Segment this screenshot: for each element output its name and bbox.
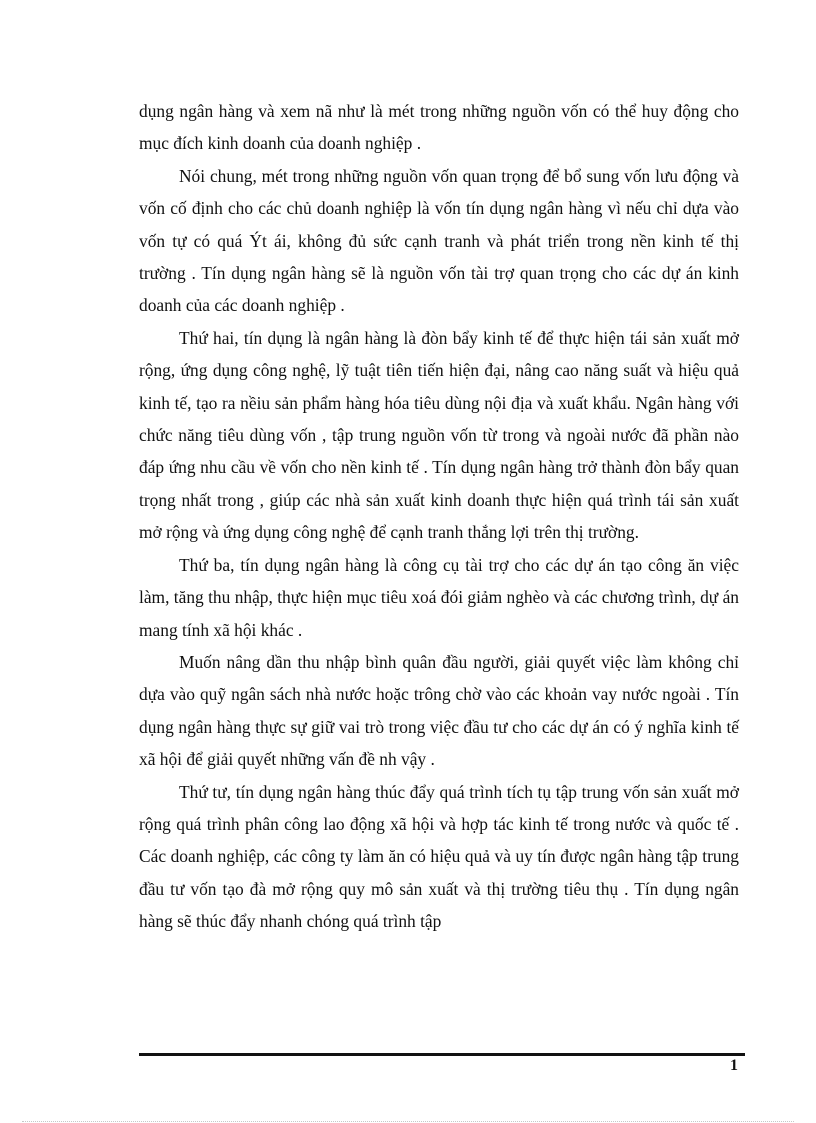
paragraph-fourth-role: Thứ tư, tín dụng ngân hàng thúc đẩy quá trình tích tụ tập trung vốn sản xuất mở rộng quá trình phân công lao động xã hội và hợp tác kinh tế trong nước và quốc tế . Các doanh nghiệp, các công ty làm ăn có hiệu quả và uy tín được ngân hàng tập trung đầu tư vốn tạo đà mở rộng quy mô sản xuất và thị trường tiêu thụ . Tín dụng ngân hàng sẽ thúc đẩy nhanh chóng quá trình tập [139,781,739,932]
page-bottom-border [22,1121,794,1122]
paragraph-third-role: Thứ ba, tín dụng ngân hàng là công cụ tài trợ cho các dự án tạo công ăn việc làm, tăng thu nhập, thực hiện mục tiêu xoá đói giảm nghèo và các chương trình, dự án mang tính xã hội khác . [139,554,739,640]
document-body [139,95,739,938]
paragraph-second-role: Thứ hai, tín dụng là ngân hàng là đòn bẩy kinh tế để thực hiện tái sản xuất mở rộng, ứng dụng công nghệ, lỹ tuật tiên tiến hiện đại, nâng cao năng suất và hiệu quả kinh tế, tạo ra nềiu sản phẩm hàng hóa tiêu dùng nội địa và xuất khẩu. Ngân hàng với chức năng tiêu dùng vốn , tập trung nguồn vốn từ trong và ngoài nước đã phần nào đáp ứng nhu cầu về vốn cho nền kinh tế . Tín dụng ngân hàng trở thành đòn bẩy quan trọng nhất trong , giúp các nhà sản xuất kinh doanh thực hiện quá trình tái sản xuất mở rộng và ứng dụng công nghệ để cạnh tranh thắng lợi trên thị trường. [139,327,739,543]
page-number: 1 [730,1057,738,1074]
paragraph-continuation: dụng ngân hàng và xem nã như là mét trong những nguồn vốn có thể huy động cho mục đích kinh doanh của doanh nghiệp . [139,101,739,154]
paragraph-income: Muốn nâng dần thu nhập bình quân đầu người, giải quyết việc làm không chỉ dựa vào quỹ ngân sách nhà nước hoặc trông chờ vào các khoản vay nước ngoài . Tín dụng ngân hàng thực sự giữ vai trò trong việc đầu tư cho các dự án có ý nghĩa kinh tế xã hội để giải quyết những vấn đề nh vậy . [139,651,739,770]
paragraph-capital-sources: Nói chung, mét trong những nguồn vốn quan trọng để bổ sung vốn lưu động và vốn cố định cho các chủ doanh nghiệp là vốn tín dụng ngân hàng vì nếu chỉ dựa vào vốn tự có quá Ýt ái, không đủ sức cạnh tranh và phát triển trong nền kinh tế thị trường . Tín dụng ngân hàng sẽ là nguồn vốn tài trợ quan trọng cho các dự án kinh doanh của các doanh nghiệp . [139,165,739,316]
footer-rule [139,1053,745,1056]
